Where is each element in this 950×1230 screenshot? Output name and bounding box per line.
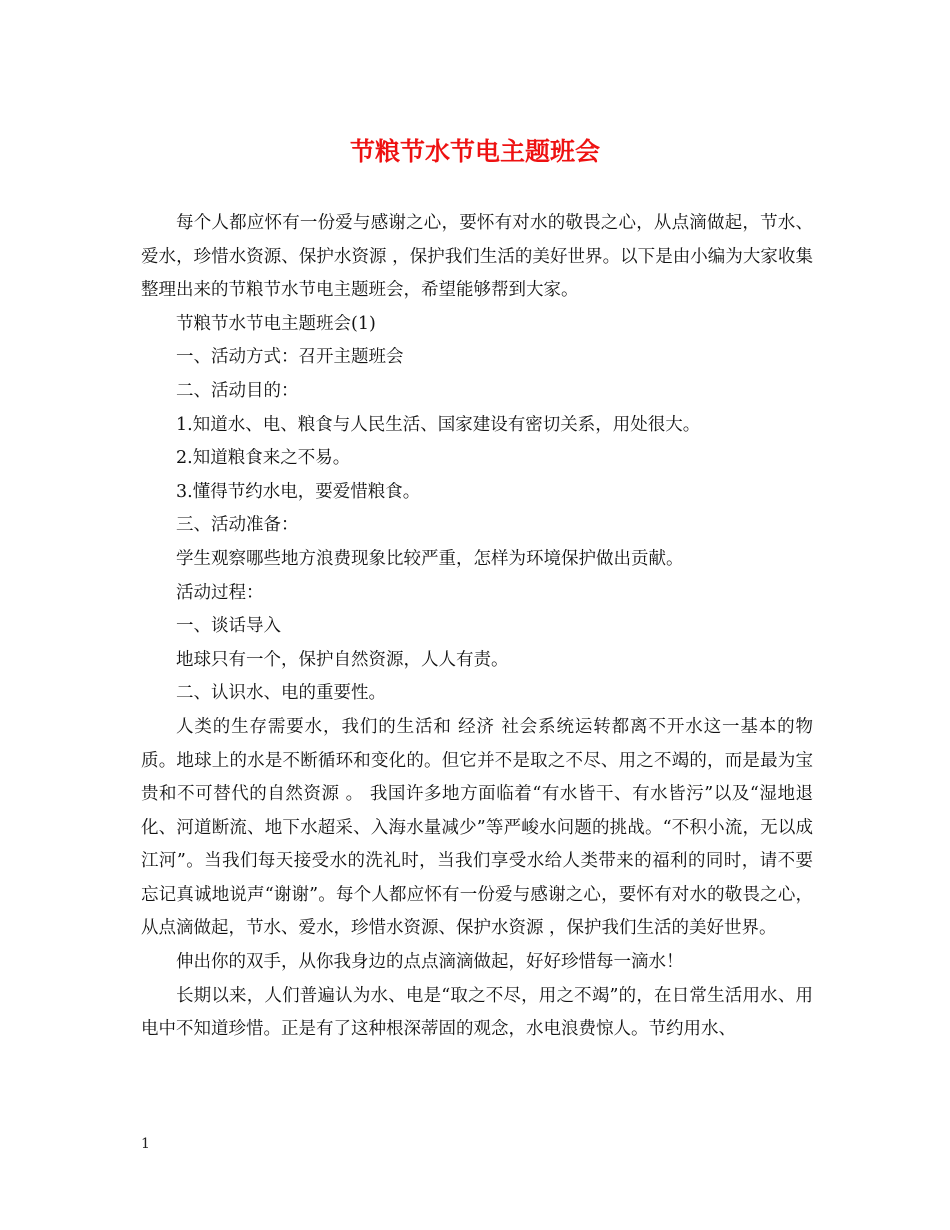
paragraph-preparation: 学生观察哪些地方浪费现象比较严重，怎样为环境保护做出贡献。 [176, 548, 684, 569]
paragraph-intro-talk-heading: 一、谈话导入 [176, 616, 281, 637]
paragraph-goal-3: 3.懂得节约水电，要爱惜粮食。 [176, 481, 421, 502]
document-body [141, 207, 813, 1047]
paragraph-importance-heading: 二、认识水、电的重要性。 [176, 683, 386, 704]
paragraph-call-to-action: 伸出你的双手，从你我身边的点点滴滴做起，好好珍惜每一滴水！ [176, 952, 684, 973]
paragraph-activity-goal-heading: 二、活动目的： [176, 380, 299, 401]
paragraph-preparation-heading: 三、活动准备： [176, 515, 299, 536]
paragraph-goal-1: 1.知道水、电、粮食与人民生活、国家建设有密切关系，用处很大。 [176, 414, 701, 435]
paragraph-section-heading: 节粮节水节电主题班会(1) [176, 313, 376, 334]
document-title: 节粮节水节电主题班会 [349, 137, 600, 166]
paragraph-intro-talk: 地球只有一个，保护自然资源，人人有责。 [176, 649, 509, 670]
paragraph-water-importance: 人类的生存需要水，我们的生活和 经济 社会系统运转都离不开水这一基本的物质。地球上的水是不断循环和变化的。但它并不是取之不尽、用之不竭的，而是最为宝贵和不可替代的自然资源 。 我国许多地方面临着“有水皆干、有水皆污”以及“湿地退化、河道断流、地下水超采、入海水量减少”等严峻水问题的挑战。“不积小流，无以成江河”。当我们每天接受水的洗礼时，当我们享受水给人类带来的福利的同时，请不要忘记真诚地说声“谢谢”。每个人都应怀有一份爱与感谢之心，要怀有对水的敬畏之心，从点滴做起，节水、爱水，珍惜水资源、保护水资源 ，保护我们生活的美好世界。 [141, 716, 813, 939]
paragraph-process-heading: 活动过程： [176, 582, 264, 603]
paragraph-long-term: 长期以来，人们普遍认为水、电是“取之不尽，用之不竭”的，在日常生活用水、用电中不知道珍惜。正是有了这种根深蒂固的观念，水电浪费惊人。节约用水、 [141, 985, 813, 1040]
paragraph-activity-method: 一、活动方式：召开主题班会 [176, 347, 404, 368]
paragraph-intro: 每个人都应怀有一份爱与感谢之心，要怀有对水的敬畏之心，从点滴做起，节水、爱水，珍惜水资源、保护水资源 ，保护我们生活的美好世界。以下是由小编为大家收集整理出来的节粮节水节电主题班会，希望能够帮到大家。 [141, 213, 813, 301]
paragraph-goal-2: 2.知道粮食来之不易。 [176, 448, 351, 469]
page-number: 1 [141, 1136, 150, 1152]
